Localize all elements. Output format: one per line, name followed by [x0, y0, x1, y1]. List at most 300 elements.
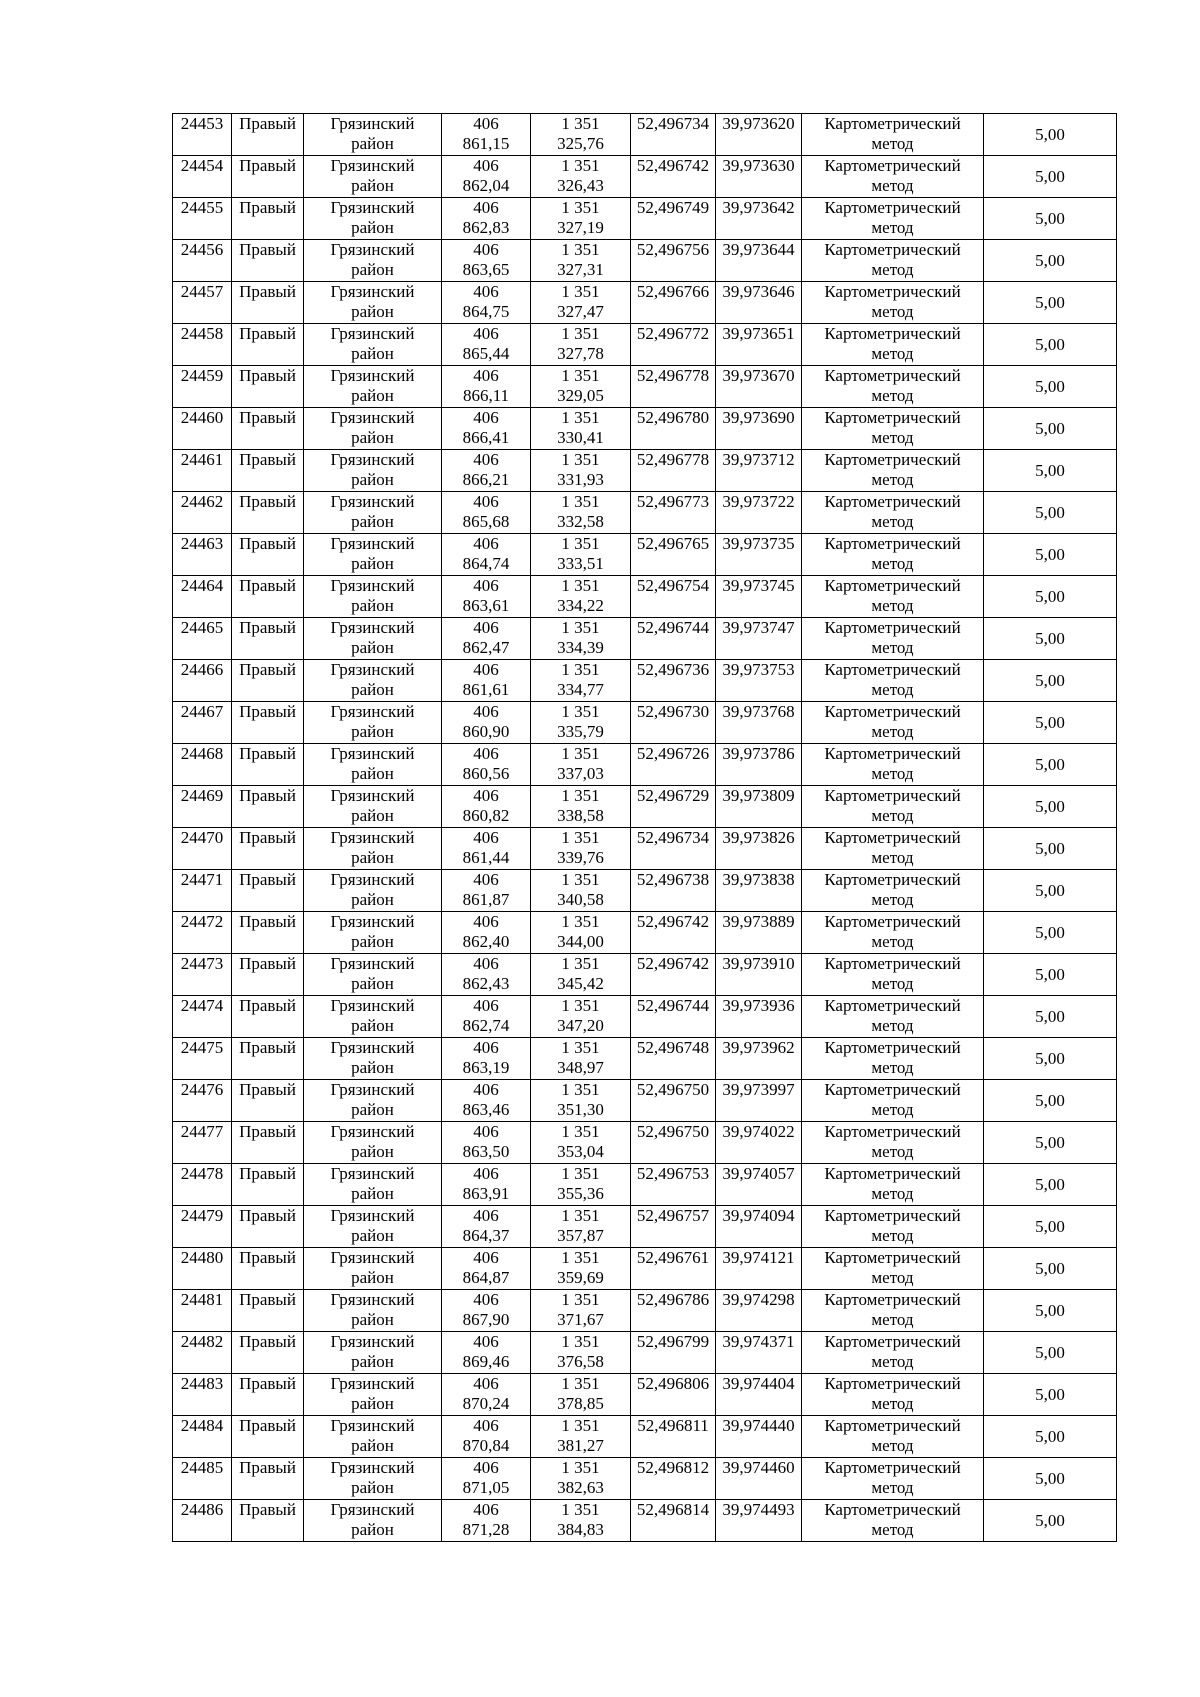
longitude-cell: 39,974404 [716, 1374, 802, 1416]
longitude-cell: 39,973889 [716, 912, 802, 954]
method-cell: Картометрический метод [802, 408, 984, 450]
method-cell: Картометрический метод [802, 1206, 984, 1248]
method-cell: Картометрический метод [802, 282, 984, 324]
accuracy-cell: 5,00 [984, 1374, 1117, 1416]
method-cell: Картометрический метод [802, 492, 984, 534]
y-coordinate-cell: 1 351 335,79 [531, 702, 631, 744]
latitude-cell: 52,496734 [631, 828, 716, 870]
method-cell: Картометрический метод [802, 1500, 984, 1542]
method-cell: Картометрический метод [802, 1332, 984, 1374]
district-cell: Грязинский район [304, 870, 442, 912]
district-cell: Грязинский район [304, 1500, 442, 1542]
method-cell: Картометрический метод [802, 366, 984, 408]
longitude-cell: 39,974022 [716, 1122, 802, 1164]
bank-side-cell: Правый [232, 1374, 304, 1416]
longitude-cell: 39,973753 [716, 660, 802, 702]
bank-side-cell: Правый [232, 1080, 304, 1122]
table-row [173, 828, 1117, 870]
bank-side-cell: Правый [232, 198, 304, 240]
district-cell: Грязинский район [304, 744, 442, 786]
method-cell: Картометрический метод [802, 1248, 984, 1290]
longitude-cell: 39,973838 [716, 870, 802, 912]
y-coordinate-cell: 1 351 359,69 [531, 1248, 631, 1290]
table-row [173, 324, 1117, 366]
point-number-cell: 24480 [173, 1248, 232, 1290]
bank-side-cell: Правый [232, 324, 304, 366]
table-row [173, 240, 1117, 282]
accuracy-cell: 5,00 [984, 870, 1117, 912]
point-number-cell: 24479 [173, 1206, 232, 1248]
district-cell: Грязинский район [304, 114, 442, 156]
x-coordinate-cell: 406 861,15 [442, 114, 531, 156]
y-coordinate-cell: 1 351 337,03 [531, 744, 631, 786]
longitude-cell: 39,973997 [716, 1080, 802, 1122]
point-number-cell: 24478 [173, 1164, 232, 1206]
x-coordinate-cell: 406 866,21 [442, 450, 531, 492]
accuracy-cell: 5,00 [984, 1500, 1117, 1542]
accuracy-cell: 5,00 [984, 828, 1117, 870]
longitude-cell: 39,973644 [716, 240, 802, 282]
method-cell: Картометрический метод [802, 1038, 984, 1080]
point-number-cell: 24482 [173, 1332, 232, 1374]
table-row [173, 366, 1117, 408]
point-number-cell: 24467 [173, 702, 232, 744]
longitude-cell: 39,973646 [716, 282, 802, 324]
y-coordinate-cell: 1 351 334,22 [531, 576, 631, 618]
y-coordinate-cell: 1 351 348,97 [531, 1038, 631, 1080]
point-number-cell: 24484 [173, 1416, 232, 1458]
accuracy-cell: 5,00 [984, 954, 1117, 996]
y-coordinate-cell: 1 351 327,78 [531, 324, 631, 366]
x-coordinate-cell: 406 871,28 [442, 1500, 531, 1542]
accuracy-cell: 5,00 [984, 1206, 1117, 1248]
district-cell: Грязинский район [304, 492, 442, 534]
y-coordinate-cell: 1 351 351,30 [531, 1080, 631, 1122]
latitude-cell: 52,496766 [631, 282, 716, 324]
y-coordinate-cell: 1 351 353,04 [531, 1122, 631, 1164]
x-coordinate-cell: 406 866,11 [442, 366, 531, 408]
district-cell: Грязинский район [304, 408, 442, 450]
latitude-cell: 52,496744 [631, 996, 716, 1038]
point-number-cell: 24481 [173, 1290, 232, 1332]
x-coordinate-cell: 406 863,91 [442, 1164, 531, 1206]
accuracy-cell: 5,00 [984, 744, 1117, 786]
bank-side-cell: Правый [232, 1500, 304, 1542]
y-coordinate-cell: 1 351 357,87 [531, 1206, 631, 1248]
accuracy-cell: 5,00 [984, 366, 1117, 408]
latitude-cell: 52,496729 [631, 786, 716, 828]
point-number-cell: 24473 [173, 954, 232, 996]
y-coordinate-cell: 1 351 330,41 [531, 408, 631, 450]
latitude-cell: 52,496756 [631, 240, 716, 282]
district-cell: Грязинский район [304, 282, 442, 324]
x-coordinate-cell: 406 860,82 [442, 786, 531, 828]
method-cell: Картометрический метод [802, 1290, 984, 1332]
x-coordinate-cell: 406 863,61 [442, 576, 531, 618]
y-coordinate-cell: 1 351 327,19 [531, 198, 631, 240]
y-coordinate-cell: 1 351 327,31 [531, 240, 631, 282]
latitude-cell: 52,496734 [631, 114, 716, 156]
district-cell: Грязинский район [304, 576, 442, 618]
accuracy-cell: 5,00 [984, 240, 1117, 282]
district-cell: Грязинский район [304, 828, 442, 870]
method-cell: Картометрический метод [802, 954, 984, 996]
accuracy-cell: 5,00 [984, 576, 1117, 618]
latitude-cell: 52,496753 [631, 1164, 716, 1206]
longitude-cell: 39,974440 [716, 1416, 802, 1458]
latitude-cell: 52,496806 [631, 1374, 716, 1416]
longitude-cell: 39,973670 [716, 366, 802, 408]
method-cell: Картометрический метод [802, 1164, 984, 1206]
method-cell: Картометрический метод [802, 828, 984, 870]
table-row [173, 1374, 1117, 1416]
point-number-cell: 24462 [173, 492, 232, 534]
method-cell: Картометрический метод [802, 324, 984, 366]
district-cell: Грязинский район [304, 702, 442, 744]
point-number-cell: 24455 [173, 198, 232, 240]
accuracy-cell: 5,00 [984, 408, 1117, 450]
y-coordinate-cell: 1 351 332,58 [531, 492, 631, 534]
y-coordinate-cell: 1 351 334,77 [531, 660, 631, 702]
table-row [173, 1122, 1117, 1164]
table-body [173, 114, 1117, 1542]
longitude-cell: 39,974121 [716, 1248, 802, 1290]
table-row [173, 450, 1117, 492]
x-coordinate-cell: 406 863,50 [442, 1122, 531, 1164]
latitude-cell: 52,496754 [631, 576, 716, 618]
bank-side-cell: Правый [232, 1332, 304, 1374]
point-number-cell: 24468 [173, 744, 232, 786]
x-coordinate-cell: 406 861,87 [442, 870, 531, 912]
table-row [173, 912, 1117, 954]
method-cell: Картометрический метод [802, 702, 984, 744]
y-coordinate-cell: 1 351 340,58 [531, 870, 631, 912]
point-number-cell: 24461 [173, 450, 232, 492]
longitude-cell: 39,973826 [716, 828, 802, 870]
longitude-cell: 39,973745 [716, 576, 802, 618]
table-row [173, 492, 1117, 534]
x-coordinate-cell: 406 863,46 [442, 1080, 531, 1122]
table-row [173, 1206, 1117, 1248]
point-number-cell: 24463 [173, 534, 232, 576]
x-coordinate-cell: 406 865,44 [442, 324, 531, 366]
point-number-cell: 24453 [173, 114, 232, 156]
district-cell: Грязинский район [304, 786, 442, 828]
point-number-cell: 24471 [173, 870, 232, 912]
bank-side-cell: Правый [232, 870, 304, 912]
longitude-cell: 39,973630 [716, 156, 802, 198]
x-coordinate-cell: 406 864,37 [442, 1206, 531, 1248]
table-row [173, 534, 1117, 576]
latitude-cell: 52,496757 [631, 1206, 716, 1248]
longitude-cell: 39,973690 [716, 408, 802, 450]
district-cell: Грязинский район [304, 1416, 442, 1458]
x-coordinate-cell: 406 870,24 [442, 1374, 531, 1416]
method-cell: Картометрический метод [802, 660, 984, 702]
accuracy-cell: 5,00 [984, 114, 1117, 156]
table-row [173, 156, 1117, 198]
district-cell: Грязинский район [304, 198, 442, 240]
latitude-cell: 52,496742 [631, 912, 716, 954]
bank-side-cell: Правый [232, 954, 304, 996]
district-cell: Грязинский район [304, 618, 442, 660]
table-row [173, 702, 1117, 744]
y-coordinate-cell: 1 351 327,47 [531, 282, 631, 324]
bank-side-cell: Правый [232, 786, 304, 828]
bank-side-cell: Правый [232, 240, 304, 282]
point-number-cell: 24454 [173, 156, 232, 198]
bank-side-cell: Правый [232, 1416, 304, 1458]
accuracy-cell: 5,00 [984, 534, 1117, 576]
method-cell: Картометрический метод [802, 1122, 984, 1164]
district-cell: Грязинский район [304, 534, 442, 576]
accuracy-cell: 5,00 [984, 996, 1117, 1038]
table-row [173, 870, 1117, 912]
x-coordinate-cell: 406 861,61 [442, 660, 531, 702]
point-number-cell: 24476 [173, 1080, 232, 1122]
method-cell: Картометрический метод [802, 996, 984, 1038]
district-cell: Грязинский район [304, 1374, 442, 1416]
x-coordinate-cell: 406 861,44 [442, 828, 531, 870]
x-coordinate-cell: 406 864,87 [442, 1248, 531, 1290]
y-coordinate-cell: 1 351 384,83 [531, 1500, 631, 1542]
latitude-cell: 52,496750 [631, 1122, 716, 1164]
bank-side-cell: Правый [232, 1164, 304, 1206]
point-number-cell: 24486 [173, 1500, 232, 1542]
latitude-cell: 52,496742 [631, 954, 716, 996]
x-coordinate-cell: 406 864,74 [442, 534, 531, 576]
latitude-cell: 52,496799 [631, 1332, 716, 1374]
x-coordinate-cell: 406 864,75 [442, 282, 531, 324]
district-cell: Грязинский район [304, 1206, 442, 1248]
x-coordinate-cell: 406 860,56 [442, 744, 531, 786]
point-number-cell: 24457 [173, 282, 232, 324]
method-cell: Картометрический метод [802, 156, 984, 198]
district-cell: Грязинский район [304, 954, 442, 996]
latitude-cell: 52,496814 [631, 1500, 716, 1542]
latitude-cell: 52,496778 [631, 366, 716, 408]
district-cell: Грязинский район [304, 912, 442, 954]
point-number-cell: 24472 [173, 912, 232, 954]
longitude-cell: 39,974298 [716, 1290, 802, 1332]
point-number-cell: 24483 [173, 1374, 232, 1416]
method-cell: Картометрический метод [802, 744, 984, 786]
district-cell: Грязинский район [304, 1164, 442, 1206]
x-coordinate-cell: 406 866,41 [442, 408, 531, 450]
district-cell: Грязинский район [304, 1458, 442, 1500]
district-cell: Грязинский район [304, 1080, 442, 1122]
latitude-cell: 52,496738 [631, 870, 716, 912]
point-number-cell: 24470 [173, 828, 232, 870]
y-coordinate-cell: 1 351 325,76 [531, 114, 631, 156]
coordinates-table [172, 113, 1117, 1542]
bank-side-cell: Правый [232, 1038, 304, 1080]
longitude-cell: 39,973786 [716, 744, 802, 786]
district-cell: Грязинский район [304, 450, 442, 492]
y-coordinate-cell: 1 351 355,36 [531, 1164, 631, 1206]
y-coordinate-cell: 1 351 382,63 [531, 1458, 631, 1500]
accuracy-cell: 5,00 [984, 1458, 1117, 1500]
table-row [173, 1290, 1117, 1332]
point-number-cell: 24460 [173, 408, 232, 450]
district-cell: Грязинский район [304, 1290, 442, 1332]
district-cell: Грязинский район [304, 1122, 442, 1164]
bank-side-cell: Правый [232, 282, 304, 324]
longitude-cell: 39,973722 [716, 492, 802, 534]
bank-side-cell: Правый [232, 912, 304, 954]
bank-side-cell: Правый [232, 660, 304, 702]
accuracy-cell: 5,00 [984, 324, 1117, 366]
method-cell: Картометрический метод [802, 1374, 984, 1416]
bank-side-cell: Правый [232, 1290, 304, 1332]
accuracy-cell: 5,00 [984, 702, 1117, 744]
accuracy-cell: 5,00 [984, 1080, 1117, 1122]
accuracy-cell: 5,00 [984, 786, 1117, 828]
method-cell: Картометрический метод [802, 534, 984, 576]
table-row [173, 660, 1117, 702]
latitude-cell: 52,496726 [631, 744, 716, 786]
x-coordinate-cell: 406 863,19 [442, 1038, 531, 1080]
bank-side-cell: Правый [232, 1122, 304, 1164]
bank-side-cell: Правый [232, 618, 304, 660]
latitude-cell: 52,496811 [631, 1416, 716, 1458]
method-cell: Картометрический метод [802, 786, 984, 828]
y-coordinate-cell: 1 351 347,20 [531, 996, 631, 1038]
method-cell: Картометрический метод [802, 1080, 984, 1122]
table-row [173, 954, 1117, 996]
point-number-cell: 24469 [173, 786, 232, 828]
table-row [173, 618, 1117, 660]
point-number-cell: 24459 [173, 366, 232, 408]
bank-side-cell: Правый [232, 534, 304, 576]
latitude-cell: 52,496778 [631, 450, 716, 492]
point-number-cell: 24456 [173, 240, 232, 282]
district-cell: Грязинский район [304, 1248, 442, 1290]
point-number-cell: 24477 [173, 1122, 232, 1164]
bank-side-cell: Правый [232, 156, 304, 198]
bank-side-cell: Правый [232, 114, 304, 156]
table-row [173, 1038, 1117, 1080]
district-cell: Грязинский район [304, 156, 442, 198]
district-cell: Грязинский район [304, 240, 442, 282]
method-cell: Картометрический метод [802, 576, 984, 618]
bank-side-cell: Правый [232, 408, 304, 450]
latitude-cell: 52,496812 [631, 1458, 716, 1500]
x-coordinate-cell: 406 860,90 [442, 702, 531, 744]
accuracy-cell: 5,00 [984, 912, 1117, 954]
longitude-cell: 39,973712 [716, 450, 802, 492]
point-number-cell: 24465 [173, 618, 232, 660]
accuracy-cell: 5,00 [984, 618, 1117, 660]
y-coordinate-cell: 1 351 371,67 [531, 1290, 631, 1332]
y-coordinate-cell: 1 351 376,58 [531, 1332, 631, 1374]
latitude-cell: 52,496749 [631, 198, 716, 240]
table-row [173, 1332, 1117, 1374]
accuracy-cell: 5,00 [984, 198, 1117, 240]
y-coordinate-cell: 1 351 331,93 [531, 450, 631, 492]
latitude-cell: 52,496761 [631, 1248, 716, 1290]
method-cell: Картометрический метод [802, 870, 984, 912]
longitude-cell: 39,974493 [716, 1500, 802, 1542]
latitude-cell: 52,496748 [631, 1038, 716, 1080]
y-coordinate-cell: 1 351 378,85 [531, 1374, 631, 1416]
x-coordinate-cell: 406 867,90 [442, 1290, 531, 1332]
longitude-cell: 39,973962 [716, 1038, 802, 1080]
accuracy-cell: 5,00 [984, 492, 1117, 534]
y-coordinate-cell: 1 351 333,51 [531, 534, 631, 576]
method-cell: Картометрический метод [802, 1458, 984, 1500]
y-coordinate-cell: 1 351 329,05 [531, 366, 631, 408]
method-cell: Картометрический метод [802, 450, 984, 492]
accuracy-cell: 5,00 [984, 282, 1117, 324]
accuracy-cell: 5,00 [984, 660, 1117, 702]
bank-side-cell: Правый [232, 996, 304, 1038]
method-cell: Картометрический метод [802, 618, 984, 660]
method-cell: Картометрический метод [802, 1416, 984, 1458]
x-coordinate-cell: 406 865,68 [442, 492, 531, 534]
y-coordinate-cell: 1 351 338,58 [531, 786, 631, 828]
accuracy-cell: 5,00 [984, 1248, 1117, 1290]
x-coordinate-cell: 406 871,05 [442, 1458, 531, 1500]
point-number-cell: 24458 [173, 324, 232, 366]
longitude-cell: 39,974094 [716, 1206, 802, 1248]
method-cell: Картометрический метод [802, 912, 984, 954]
x-coordinate-cell: 406 869,46 [442, 1332, 531, 1374]
table-row [173, 996, 1117, 1038]
table-row [173, 1248, 1117, 1290]
accuracy-cell: 5,00 [984, 1332, 1117, 1374]
bank-side-cell: Правый [232, 576, 304, 618]
district-cell: Грязинский район [304, 1038, 442, 1080]
longitude-cell: 39,973620 [716, 114, 802, 156]
x-coordinate-cell: 406 862,40 [442, 912, 531, 954]
bank-side-cell: Правый [232, 702, 304, 744]
point-number-cell: 24464 [173, 576, 232, 618]
longitude-cell: 39,973936 [716, 996, 802, 1038]
accuracy-cell: 5,00 [984, 1122, 1117, 1164]
table-row [173, 114, 1117, 156]
table-row [173, 1164, 1117, 1206]
method-cell: Картометрический метод [802, 114, 984, 156]
accuracy-cell: 5,00 [984, 450, 1117, 492]
y-coordinate-cell: 1 351 339,76 [531, 828, 631, 870]
bank-side-cell: Правый [232, 828, 304, 870]
bank-side-cell: Правый [232, 450, 304, 492]
y-coordinate-cell: 1 351 345,42 [531, 954, 631, 996]
bank-side-cell: Правый [232, 744, 304, 786]
longitude-cell: 39,974057 [716, 1164, 802, 1206]
method-cell: Картометрический метод [802, 198, 984, 240]
longitude-cell: 39,973910 [716, 954, 802, 996]
latitude-cell: 52,496736 [631, 660, 716, 702]
x-coordinate-cell: 406 870,84 [442, 1416, 531, 1458]
district-cell: Грязинский район [304, 996, 442, 1038]
table-row [173, 1458, 1117, 1500]
latitude-cell: 52,496765 [631, 534, 716, 576]
latitude-cell: 52,496786 [631, 1290, 716, 1332]
longitude-cell: 39,973768 [716, 702, 802, 744]
latitude-cell: 52,496772 [631, 324, 716, 366]
bank-side-cell: Правый [232, 1206, 304, 1248]
bank-side-cell: Правый [232, 492, 304, 534]
y-coordinate-cell: 1 351 326,43 [531, 156, 631, 198]
longitude-cell: 39,974460 [716, 1458, 802, 1500]
accuracy-cell: 5,00 [984, 1416, 1117, 1458]
table-row [173, 576, 1117, 618]
longitude-cell: 39,974371 [716, 1332, 802, 1374]
district-cell: Грязинский район [304, 660, 442, 702]
district-cell: Грязинский район [304, 324, 442, 366]
